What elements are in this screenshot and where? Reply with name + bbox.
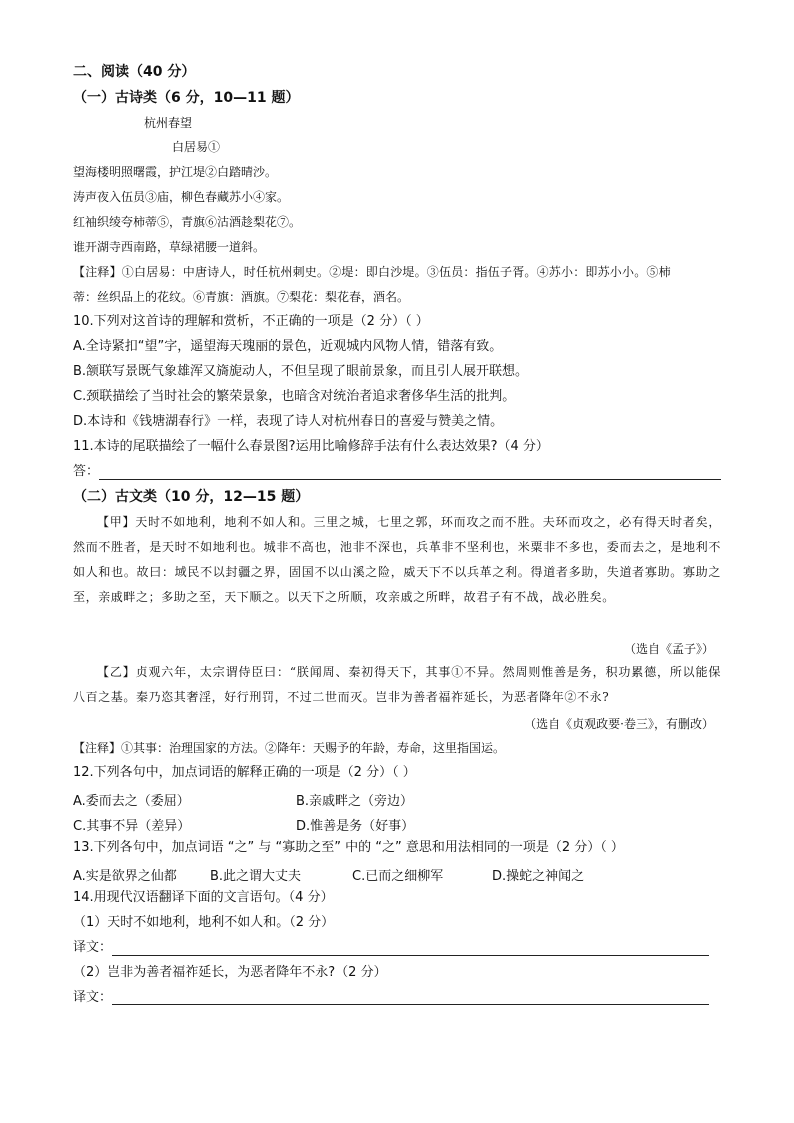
poem-title: 杭州春望: [144, 116, 193, 130]
q10-option-c: C.颈联描绘了当时社会的繁荣景象，也暗含对统治者追求奢侈华生活的批判。: [73, 389, 516, 404]
q12-option-b: B.亲戚畔之（旁边）: [296, 794, 414, 809]
q12-stem: 12.下列各句中，加点词语的解释正确的一项是（2 分）（ ）: [73, 765, 416, 780]
section-title: 二、阅读（40 分）: [73, 64, 196, 80]
q14-sub1: （1）天时不如地利，地利不如人和。（2 分）: [73, 915, 335, 930]
q14-sub2: （2）岂非为善者福祚延长，为恶者降年不永?（2 分）: [73, 965, 387, 980]
poem-line: 望海楼明照曙霞，护江堤②白踏晴沙。: [73, 165, 278, 179]
poem-line: 谁开湖寺西南路，草绿裙腰一道斜。: [73, 240, 266, 254]
passage-jia: [73, 510, 721, 610]
jia-source: （选自《孟子》）: [623, 642, 714, 656]
poem-author: 白居易①: [172, 140, 221, 154]
poetry-heading: （一）古诗类（6 分，10—11 题）: [73, 90, 300, 106]
q14-stem: 14.用现代汉语翻译下面的文言语句。（4 分）: [73, 890, 334, 905]
q13-option-d: D.操蛇之神闻之: [492, 869, 585, 884]
q12-option-a: A.委而去之（委屈）: [73, 794, 190, 809]
q11-answer-label: 答：: [73, 464, 100, 479]
q13-stem: 13.下列各句中，加点词语 “之” 与 “寡助之至” 中的 “之” 意思和用法相同的一项是（2 分）（ ）: [73, 840, 624, 855]
q14-label-2: 译文：: [73, 990, 113, 1005]
passage-yi-text: 【乙】贞观六年，太宗谓侍臣曰：“朕闻周、秦初得天下，其事①不异。然周则惟善是务，积功累德，所以能保八百之基。秦乃恣其奢淫，好行刑罚，不过二世而灭。岂非为善者福祚延长，为恶者降年②不永?: [73, 665, 721, 704]
q11-answer-line[interactable]: [99, 479, 721, 480]
q14-label-1: 译文：: [73, 940, 113, 955]
yi-source: （选自《贞观政要·卷三》，有删改）: [524, 717, 714, 731]
prose-note: 【注释】①其事：治理国家的方法。②降年：天赐予的年龄，寿命，这里指国运。: [73, 741, 506, 755]
q11-stem: 11.本诗的尾联描绘了一幅什么春景图?运用比喻修辞手法有什么表达效果?（4 分）: [73, 439, 549, 454]
q12-option-d: D.惟善是务（好事）: [296, 819, 415, 834]
q10-option-a: A.全诗紧扣“望”字，遥望海天瑰丽的景色，近观城内风物人情，错落有致。: [73, 339, 503, 354]
poem-note: 蒂：丝织品上的花纹。⑥青旗：酒旗。⑦梨花：梨花春，酒名。: [73, 290, 410, 304]
q12-option-c: C.其事不异（差异）: [73, 819, 191, 834]
poem-line: 红袖织绫夸柿蒂⑤，青旗⑥沽酒趁梨花⑦。: [73, 215, 302, 229]
poem-line: 涛声夜入伍员③庙，柳色春藏苏小④家。: [73, 190, 290, 204]
q14-answer-line-1[interactable]: [112, 955, 709, 956]
q14-answer-line-2[interactable]: [112, 1004, 709, 1005]
q10-stem: 10.下列对这首诗的理解和赏析，不正确的一项是（2 分）（ ）: [73, 314, 429, 329]
q13-option-a: A.实是欲界之仙都: [73, 869, 177, 884]
q13-option-c: C.已而之细柳军: [352, 869, 444, 884]
q13-option-b: B.此之谓大丈夫: [210, 869, 302, 884]
q10-option-d: D.本诗和《钱塘湖春行》一样，表现了诗人对杭州春日的喜爱与赞美之情。: [73, 414, 504, 429]
passage-yi: [73, 660, 721, 710]
passage-jia-text: 【甲】天时不如地利，地利不如人和。三里之城，七里之郭，环而攻之而不胜。夫环而攻之，必有得天时者矣，然而不胜者，是天时不如地利也。城非不高也，池非不深也，兵革非不坚利也，米粟非不多也，委而去之，是地利不如人和也。故曰：域民不以封疆之界，固国不以山溪之险，威天下不以兵革之利。得道者多助，失道者寡助。寡助之至，亲戚畔之；多助之至，天下顺之。以天下之所顺，攻亲戚之所畔，故君子有不战，战必胜矣。: [73, 515, 721, 604]
poem-note: 【注释】①白居易：中唐诗人，时任杭州刺史。②堤：即白沙堤。③伍员：指伍子胥。④苏小：即苏小小。⑤柿: [73, 265, 671, 279]
prose-heading: （二）古文类（10 分，12—15 题）: [73, 489, 310, 505]
q10-option-b: B.颔联写景既气象雄浑又旖旎动人，不但呈现了眼前景象，而且引人展开联想。: [73, 364, 529, 379]
